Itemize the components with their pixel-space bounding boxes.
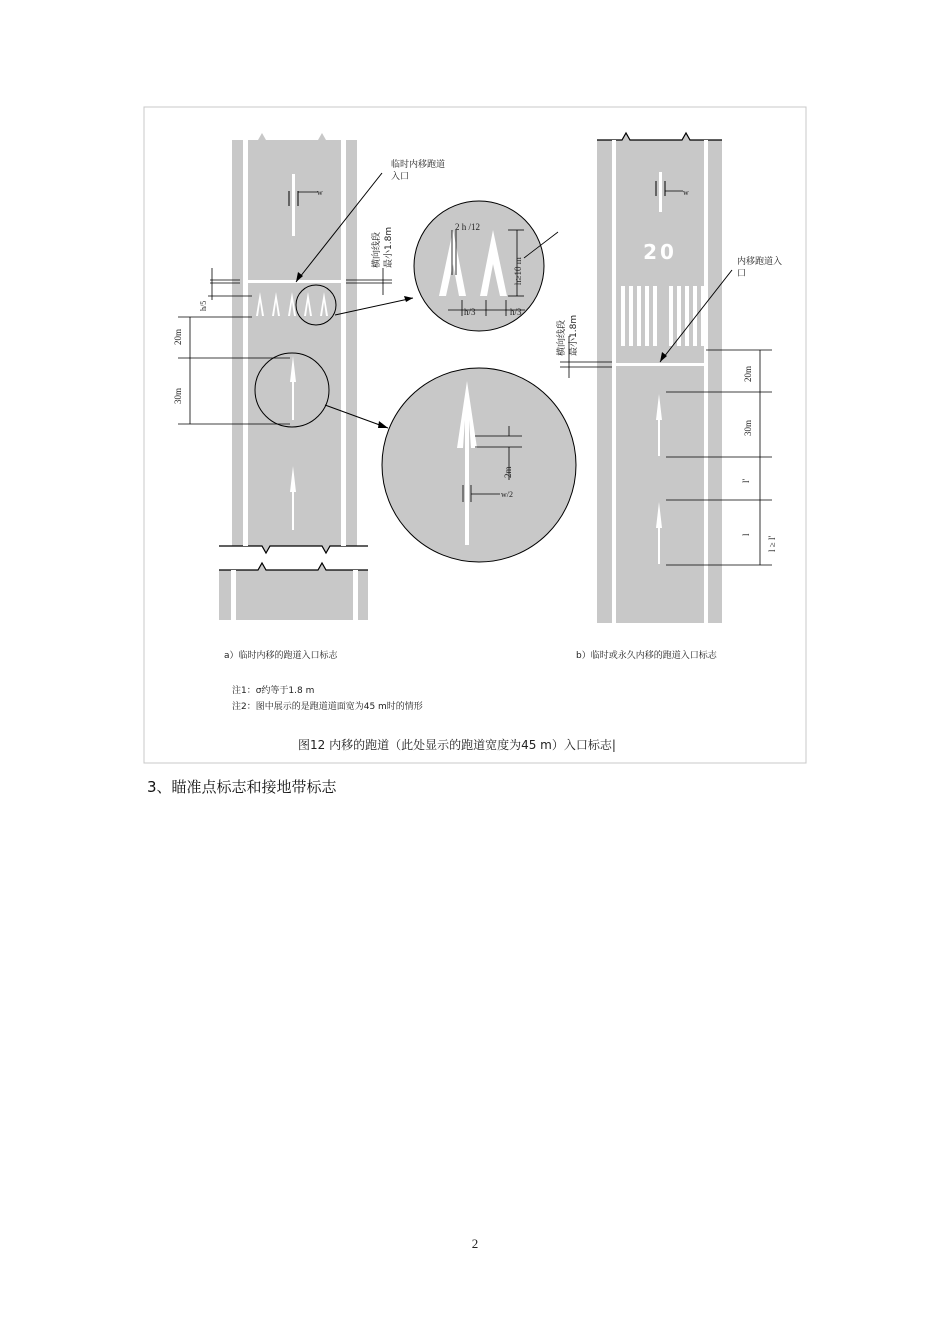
caption-a: a）临时内移的跑道入口标志 — [224, 651, 338, 661]
label-threshold-b-1: 内移跑道入 — [737, 257, 783, 267]
label-2h12: 2 h /12 — [455, 222, 481, 232]
label-temp-threshold-2: 入口 — [391, 172, 410, 182]
page-number: 2 — [471, 1236, 479, 1251]
label-transverse-a2: 最小1.8m — [384, 226, 394, 268]
label-20m-a: 20m — [173, 328, 183, 345]
label-w-b: w — [683, 188, 689, 197]
label-30m-b: 30m — [743, 419, 753, 436]
label-30m-a: 30m — [173, 387, 183, 404]
label-h3-left: h/3 — [464, 307, 476, 317]
zoom-circle-arrow — [382, 368, 576, 562]
section-heading: 3、瞄准点标志和接地带标志 — [147, 778, 337, 796]
label-20m-b: 20m — [743, 365, 753, 382]
runway-number: 20 — [643, 240, 677, 264]
label-w-a: w — [317, 188, 323, 197]
label-w2: w/2 — [501, 490, 513, 499]
label-2m: 2m — [503, 466, 513, 478]
centerline-dash-b — [659, 172, 662, 212]
note-2: 注2：图中展示的是跑道道面宽为45 m时的情形 — [232, 702, 423, 712]
side-stripe-right — [341, 140, 346, 546]
label-h10: h≥10 m — [513, 257, 523, 285]
label-h3-right: h/3 — [510, 307, 522, 317]
label-transverse-b2: 最小1.8m — [569, 314, 579, 356]
label-transverse-a1: 横向线段 — [372, 231, 382, 268]
label-l-ge: l ≥ l' — [767, 535, 777, 552]
label-l: l — [741, 533, 751, 536]
label-h5: h/5 — [199, 300, 208, 311]
threshold-bar-b — [616, 363, 706, 366]
note-1: 注1：σ约等于1.8 m — [232, 686, 315, 696]
threshold-bar-a — [246, 280, 342, 283]
label-temp-threshold-1: 临时内移跑道 — [391, 160, 446, 170]
caption-b: b）临时或永久内移的跑道入口标志 — [576, 651, 717, 661]
label-l-prime: l' — [741, 478, 751, 483]
label-transverse-b1: 横向线段 — [557, 319, 567, 356]
side-stripe-left — [243, 140, 248, 546]
figure-title: 图12 内移的跑道（此处显示的跑道宽度为45 m）入口标志| — [298, 738, 616, 752]
centerline-dash — [292, 174, 295, 236]
label-threshold-b-2: 口 — [737, 269, 747, 279]
